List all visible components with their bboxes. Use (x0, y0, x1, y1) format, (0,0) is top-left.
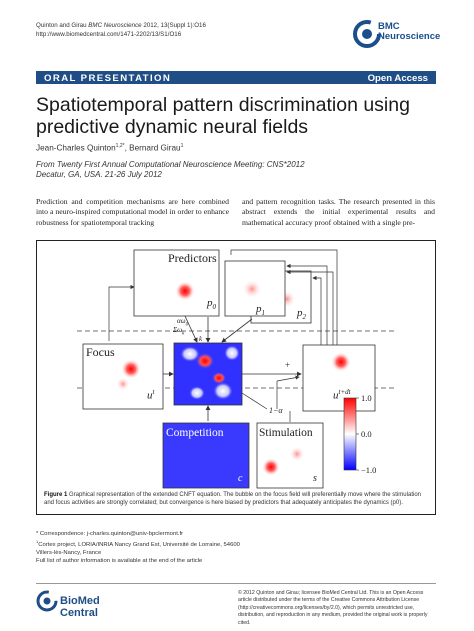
article-type: ORAL PRESENTATION (44, 72, 172, 84)
body-text-left: Prediction and competition mechanisms are here combined into a neuro-inspired computational model in order to enhance robustness for spatiotemporal tracking (36, 197, 229, 227)
biomed-central-icon (36, 590, 58, 612)
open-access-label: Open Access (367, 72, 428, 84)
p1-label: $p_1$ (256, 303, 265, 318)
journal-logo: BMC Neuroscience (378, 21, 441, 42)
s-label: s (313, 473, 317, 484)
figure-1 (36, 240, 436, 515)
colorbar-top-label: 1.0 (361, 393, 372, 403)
k-label: k (199, 335, 203, 343)
colorbar (344, 398, 356, 470)
body-text-right: and pattern recognition tasks. The research presented in this abstract extends the initial experimental results and mathematical accuracy proof obtained with a single pre- (242, 197, 435, 227)
p0-label: $p_0$ (207, 297, 216, 312)
omega-label: $\alpha\omega_0$ (177, 317, 189, 328)
sum-label: $\Sigma\omega_k$ (173, 326, 185, 337)
article-title: Spatiotemporal pattern discrimination using predictive dynamic neural fields (36, 94, 410, 138)
predictor-p1-panel (225, 261, 285, 316)
plus-label: + (285, 360, 291, 370)
colorbar-mid-label: 0.0 (361, 429, 372, 439)
footnotes: * Correspondence: j-charles.quinton@univ-bpclermont.fr $^1$Cortex project, LORIA/INRIA Nancy Grand Est, Université de Lorraine, 54600 Villers-lès-Nancy, France Full list of author information is available at the end of the article (36, 531, 240, 564)
license-text: © 2012 Quinton and Girau; licensee BioMed Central Ltd. This is an Open Access article distributed under the terms of the Creative Commons Attribution License (http://creativecommons.org/licenses/by/2.0), which permits unrestricted use, distribution, and reproduction in any medium, provided the original work is properly cited. (238, 590, 428, 626)
citation-header: Quinton and Girau BMC Neuroscience 2012, 13(Suppl 1):O16 http://www.biomedcentral.com/1471-2202/13/S1/O16 (36, 22, 206, 38)
central-field-panel (174, 343, 242, 405)
c-label: c (238, 473, 243, 484)
author-list: Jean-Charles Quinton$^{1,2*}$, Bernard Girau$^1$ (36, 143, 184, 153)
footer-divider (36, 583, 436, 584)
competition-label: Competition (166, 427, 224, 439)
biomed-central-logo: BioMed Central (36, 590, 136, 612)
p2-label: $p_2$ (297, 307, 306, 322)
stimulation-label: Stimulation (259, 427, 313, 439)
u-t-label: $u^t$ (147, 388, 155, 402)
article-url[interactable]: http://www.biomedcentral.com/1471-2202/13/S1/O16 (36, 31, 182, 38)
colorbar-bottom-label: −1.0 (361, 465, 377, 475)
figure-caption: Figure 1 Graphical representation of the extended CNFT equation. The bubble on the focus field will preferentially move where the stimulation and focus activities are strongly correlated; but convergence is here biased by predictors that adequately anticipates the dynamics (p0). (44, 492, 421, 507)
correspondence: * Correspondence: j-charles.quinton@univ-bpclermont.fr (36, 531, 184, 537)
conference-info: From Twenty First Annual Computational Neuroscience Meeting: CNS*2012 Decatur, GA, USA. 21-26 July 2012 (36, 160, 305, 179)
u-tdt-label: $u^{t+dt}$ (333, 388, 351, 402)
predictors-label: Predictors (168, 251, 217, 265)
article-type-banner (36, 71, 436, 84)
focus-label: Focus (86, 345, 115, 359)
one-minus-alpha-label: 1−α (269, 406, 283, 415)
